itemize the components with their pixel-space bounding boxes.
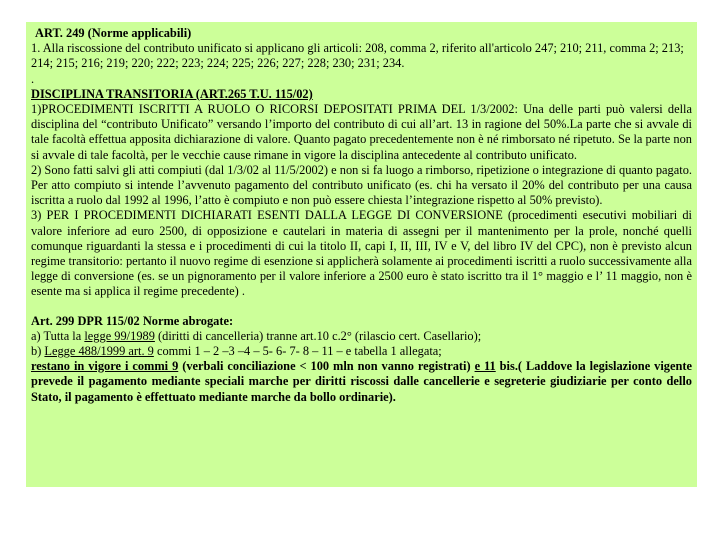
item-a-prefix: a) Tutta la	[31, 328, 85, 343]
item-c-rest: bis.( Laddove la legislazione vigente prevede il pagamento mediante speciali marche per diritti riscossi dalle cancellerie e segreterie giudiziarie per conto dello Stato, il pagamento è effettuato mediante marche da bollo ordinarie).	[31, 359, 692, 404]
item-b-rest: commi 1 – 2 –3 –4 – 5- 6- 7- 8 – 11 – e tabella 1 allegata;	[153, 344, 442, 359]
separator-dot: .	[31, 71, 35, 86]
art299-heading: Art. 299 DPR 115/02 Norme abrogate:	[31, 313, 234, 328]
spacer	[31, 300, 692, 314]
restano-in-vigore: restano in vigore i commi 9	[31, 359, 179, 374]
transitoria-point-2: 2) Sono fatti salvi gli atti compiuti (dal 1/3/02 al 11/5/2002) e non si fa luogo a rimborso, ripetizione o integrazione di quanto pagato. Per atto compiuto si intende l’avvenuto pagamento del contributo unificato (es. chi ha versato il 20% del contributo per una causa iscritta a ruolo dal 1992 al 1996, l’atto è compiuto e non può essere chiesta l’integrazione rispetto al 50% previsto).	[31, 162, 692, 208]
transitoria-point-3: 3) PER I PROCEDIMENTI DICHIARATI ESENTI DALLA LEGGE DI CONVERSIONE (procedimenti esecutivi mobiliari di valore inferiore ad euro 2500, di opposizione e cautelari in materia di assegni per il mantenimento per la prole, nonché quelli comunque riguardanti la stessa e i procedimenti di cui la titolo II, capi I, II, III, IV e V, del libro IV del CPC), non è previsto alcun regime transitorio: pertanto il nuovo regime di esenzione si applicherà solamente ai procedimenti iscritti a ruolo successivamente alla legge di conversione (es. se un pignoramento per il valore inferiore a 2500 euro è stato iscritto tra il 1° maggio e l’ 11 maggio, non è esente ma si applica il regime precedente) .	[31, 208, 692, 299]
legge-99-1989-link: legge 99/1989	[84, 328, 155, 343]
document-panel	[26, 22, 697, 487]
e-11: e 11	[474, 359, 496, 374]
art299-item-c	[31, 359, 692, 405]
document-content	[31, 26, 692, 405]
transitoria-point-1: 1)PROCEDIMENTI ISCRITTI A RUOLO O RICORSI DEPOSITATI PRIMA DEL 1/3/2002: Una delle parti può valersi della disciplina del “contributo Unificato” versando l’importo del contributo di cui all’art. 13 in ragione del 50%.La parte che si avvale di tale facoltà effettua apposita dichiarazione di valore. Quanto pagato precedentemente non è né rimborsato né ripetuto. Se la parte non si avvale di tale facoltà, per le vecchie cause rimane in vigore la disciplina antecedente al contributo unificato.	[31, 102, 692, 162]
legge-488-1999-link: Legge 488/1999 art. 9	[44, 344, 154, 359]
art249-title: ART. 249 (Norme applicabili)	[35, 26, 192, 40]
item-b-prefix: b)	[31, 344, 45, 359]
art299-item-a	[31, 329, 692, 344]
transitoria-heading: DISCIPLINA TRANSITORIA (ART.265 T.U. 115/02)	[31, 86, 313, 101]
art299-item-b	[31, 344, 692, 359]
item-c-mid: (verbali conciliazione < 100 mln non vanno registrati)	[178, 359, 475, 374]
item-a-rest: (diritti di cancelleria) tranne art.10 c.2° (rilascio cert. Casellario);	[154, 328, 482, 343]
art249-text: 1. Alla riscossione del contributo unificato si applicano gli articoli: 208, comma 2, riferito all'articolo 247; 210; 211, comma 2; 213; 214; 215; 216; 219; 220; 222; 223; 224; 225; 226; 227; 228; 230; 231; 234.	[31, 41, 684, 71]
